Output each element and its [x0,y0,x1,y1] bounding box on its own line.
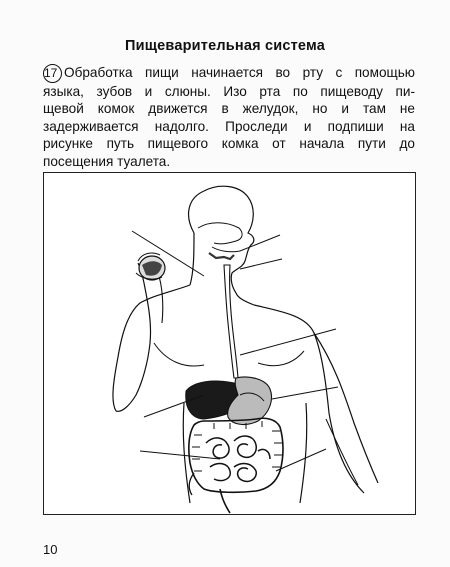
page-number: 10 [43,542,58,557]
neck-right [236,293,254,305]
task-line-1-text: Обработка пищи начинается во рту с помощью [64,65,415,80]
nasal-cavity [198,223,242,244]
label-line-pharynx [240,259,282,269]
right-arm-inner [326,419,358,485]
digestive-system-diagram [44,173,415,514]
raised-arm-inner [158,273,163,323]
task-text [43,64,415,170]
raised-arm-outer [116,263,151,411]
task-line-5: рисунке путь пищевого комка от начала пути до [43,136,415,152]
neck-left [190,233,194,285]
label-line-teeth [240,235,280,251]
task-number-badge: 17 [43,64,62,83]
large-intestine-segments [192,421,282,471]
label-line-esophagus [240,329,336,355]
digestive-system-figure [43,172,416,515]
label-line-small-intestine [140,451,220,459]
torso-left [113,285,190,411]
task-line-2: языка, зубов и слюны. Изо рта по пищеводу пи- [43,84,415,99]
task-line-4: задерживается надолго. Проследи и подпиши на [43,118,415,134]
appendix [189,473,194,495]
page-title: Пищеварительная система [124,38,325,54]
waist-right [300,403,307,503]
mouth-cavity [212,247,240,252]
jaw-shading [209,253,234,259]
task-line-3: щевой комок движется в желудок, но и там не [43,101,415,117]
label-line-stomach [272,387,338,399]
task-line-1 [43,64,415,83]
head-outline [189,186,254,293]
chest-left [154,343,204,366]
task-line-6: посещения туалета. [43,153,171,169]
chest-right [258,351,304,366]
